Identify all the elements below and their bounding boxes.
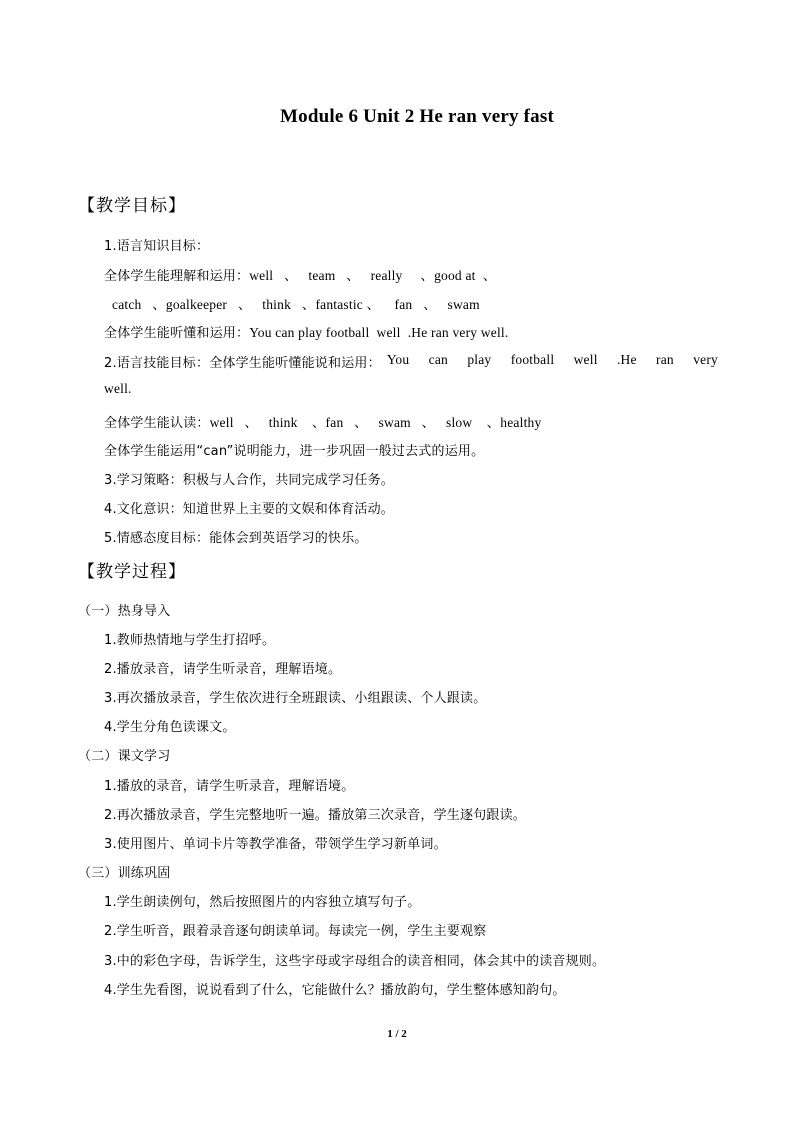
- text-study-step-1: 1.播放的录音，请学生听录音，理解语境。: [104, 779, 355, 794]
- document-title: Module 6 Unit 2 He ran very fast: [280, 106, 554, 127]
- objectives-heading: 【教学目标】: [78, 196, 186, 216]
- practice-step-4: 4.学生先看图，说说看到了什么，它能做什么？播放韵句，学生整体感知韵句。: [104, 983, 566, 998]
- warmup-step-4: 4.学生分角色读课文。: [104, 720, 236, 735]
- vocab-words-1: well 、 team 、 really 、good at 、: [249, 268, 497, 283]
- text-study-step-3: 3.使用图片、单词卡片等教学准备，带领学生学习新单词。: [104, 837, 447, 852]
- process-heading: 【教学过程】: [78, 562, 186, 582]
- objective-recognition-line: [104, 411, 541, 431]
- practice-step-3: 3.中的彩色字母，告诉学生，这些字母或字母组合的读音相同，体会其中的读音规则。: [104, 954, 606, 969]
- warmup-step-1: 1.教师热情地与学生打招呼。: [104, 633, 276, 648]
- skills-intro: 2.语言技能目标：全体学生能听懂能说和运用：: [104, 356, 381, 371]
- warmup-step-3: 3.再次播放录音，学生依次进行全班跟读、小组跟读、个人跟读。: [104, 691, 487, 706]
- vocab-intro: 全体学生能理解和运用：: [104, 269, 250, 284]
- recognition-intro: 全体学生能认读：: [104, 416, 210, 431]
- sentence-intro: 全体学生能听懂和运用：: [104, 326, 250, 341]
- objective-sentence-line: [104, 322, 508, 341]
- section-practice-title: （三）训练巩固: [78, 866, 171, 881]
- page-number: 1 / 2: [387, 1028, 407, 1040]
- skills-sentence-wrap: well.: [104, 381, 132, 396]
- objective-vocab-line-1: [104, 264, 496, 284]
- sentence-text: You can play football well .He ran very well.: [249, 325, 509, 340]
- objective-learning-strategy: 3.学习策略：积极与人合作，共同完成学习任务。: [104, 473, 395, 488]
- objective-language-skills: [104, 352, 718, 371]
- section-warmup-title: （一）热身导入: [78, 604, 171, 619]
- practice-step-1: 1.学生朗读例句，然后按照图片的内容独立填写句子。: [104, 895, 421, 910]
- text-study-step-2: 2.再次播放录音，学生完整地听一遍。播放第三次录音，学生逐句跟读。: [104, 808, 527, 823]
- objective-cultural-awareness: 4.文化意识：知道世界上主要的文娱和体育活动。: [104, 502, 395, 517]
- objective-emotional-attitude: 5.情感态度目标：能体会到英语学习的快乐。: [104, 531, 368, 546]
- warmup-step-2: 2.播放录音，请学生听录音，理解语境。: [104, 662, 342, 677]
- practice-step-2: 2.学生听音，跟着录音逐句朗读单词。每读完一例，学生主要观察: [104, 924, 487, 939]
- objective-can-usage: 全体学生能运用“can”说明能力，进一步巩固一般过去式的运用。: [104, 444, 485, 459]
- objective-language-knowledge: 1.语言知识目标：: [104, 239, 210, 254]
- recognition-words: well 、 think 、fan 、 swam 、 slow 、healthy: [209, 415, 542, 430]
- section-text-study-title: （二）课文学习: [78, 749, 171, 764]
- skills-sentence: You can play football well .He ran very: [386, 352, 718, 367]
- objective-vocab-line-2: catch 、goalkeeper 、 think 、fantastic 、 fan 、 swam: [112, 297, 480, 312]
